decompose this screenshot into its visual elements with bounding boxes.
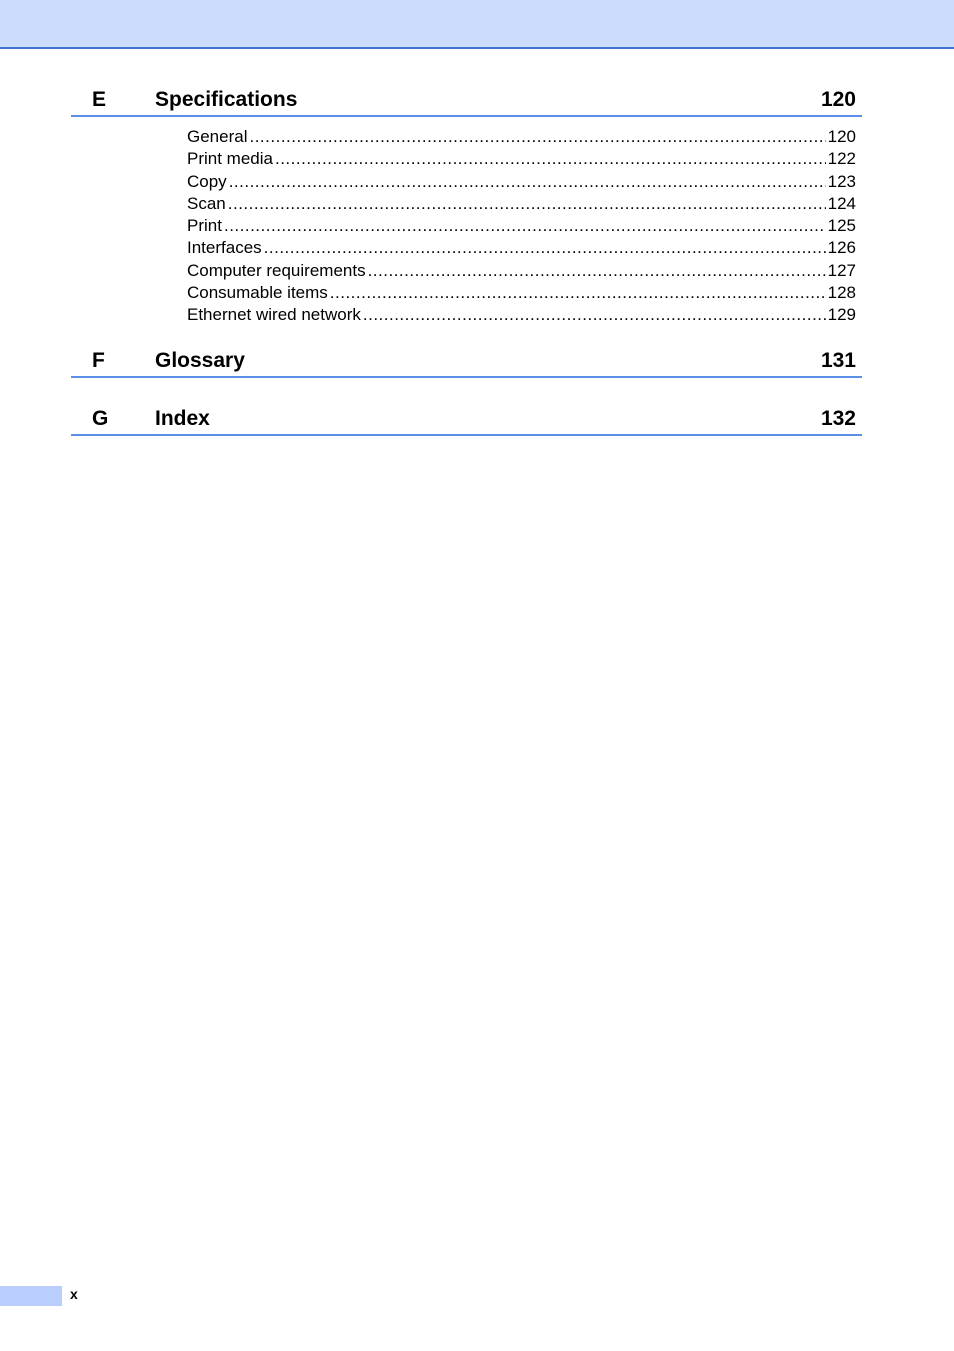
entry-title: Consumable items	[187, 283, 328, 303]
toc-entry-interfaces[interactable]	[187, 237, 856, 259]
entry-title: Interfaces	[187, 238, 262, 258]
header-band	[0, 0, 954, 49]
entry-title: Copy	[187, 171, 227, 191]
toc-entry-print-media[interactable]	[187, 148, 856, 170]
dot-leader	[368, 260, 826, 282]
dot-leader	[363, 304, 826, 326]
chapter-letter: F	[92, 348, 105, 372]
chapter-page: 131	[820, 348, 856, 372]
entry-page: 122	[827, 149, 856, 169]
entry-page: 125	[827, 216, 856, 236]
footer-band	[0, 1286, 62, 1306]
entry-title: General	[187, 127, 248, 146]
toc-entry-copy[interactable]	[187, 171, 856, 193]
dot-leader	[264, 237, 826, 259]
dot-leader	[249, 126, 825, 148]
dot-leader	[330, 282, 826, 304]
toc-entry-ethernet-wired-network[interactable]	[187, 304, 856, 326]
entry-title: Ethernet wired network	[187, 305, 361, 325]
chapter-title: Specifications	[155, 88, 298, 111]
toc-entry-scan[interactable]	[187, 193, 856, 215]
entry-title: Scan	[187, 193, 226, 213]
chapter-title: Glossary	[155, 348, 245, 372]
chapter-letter: G	[92, 406, 109, 430]
chapter-title: Index	[155, 406, 210, 430]
entry-page: 123	[827, 171, 856, 191]
dot-leader	[275, 148, 826, 170]
toc-entry-computer-requirements[interactable]	[187, 260, 856, 282]
entry-page: 127	[827, 260, 856, 280]
dot-leader	[228, 193, 826, 215]
table-of-contents	[71, 84, 862, 436]
dot-leader	[229, 171, 826, 193]
toc-entry-print[interactable]	[187, 215, 856, 237]
entry-page: 128	[827, 283, 856, 303]
entry-page: 129	[827, 305, 856, 325]
toc-entry-consumable-items[interactable]	[187, 282, 856, 304]
entry-page: 126	[827, 238, 856, 258]
entry-page: 120	[827, 127, 856, 146]
chapter-e-entries	[187, 126, 856, 327]
chapter-letter: E	[92, 88, 107, 111]
chapter-heading-g[interactable]	[71, 403, 862, 436]
toc-entry-general[interactable]	[187, 126, 856, 148]
entry-page: 124	[827, 193, 856, 213]
entry-title: Print	[187, 216, 222, 236]
chapter-page: 120	[820, 88, 856, 111]
chapter-heading-f[interactable]	[71, 345, 862, 378]
entry-title: Computer requirements	[187, 260, 366, 280]
chapter-heading-e[interactable]	[71, 84, 862, 117]
chapter-page: 132	[820, 406, 856, 430]
footer-page-number: x	[70, 1286, 78, 1302]
dot-leader	[224, 215, 826, 237]
entry-title: Print media	[187, 149, 273, 169]
